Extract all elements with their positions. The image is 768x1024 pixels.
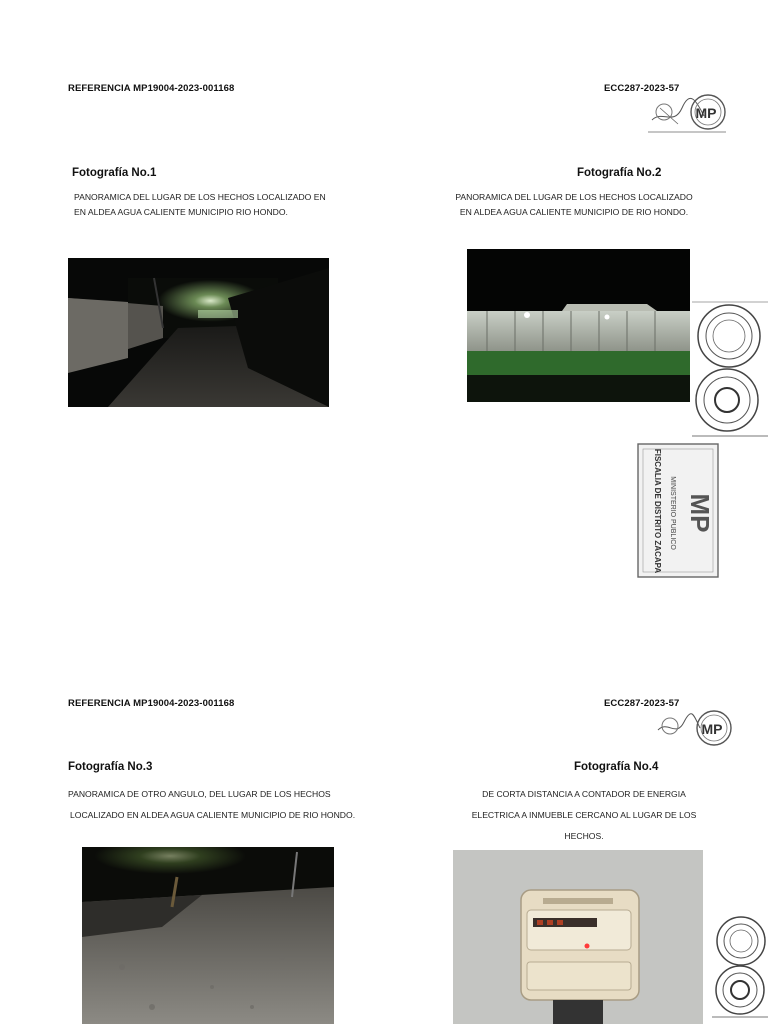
- svg-text:MP: MP: [695, 105, 717, 121]
- photo-caption-1: [74, 190, 326, 219]
- mp-seal-stamp: [648, 90, 726, 134]
- photo-4-electric-meter: [453, 850, 703, 1024]
- svg-text:FISCALIA DE DISTRITO ZACAPA: FISCALIA DE DISTRITO ZACAPA: [653, 448, 662, 574]
- photo-1-night-street: [68, 258, 329, 407]
- fiscalia-stamp: [637, 443, 719, 578]
- caption-line: PANORAMICA DE OTRO ANGULO, DEL LUGAR DE LOS HECHOS: [68, 789, 331, 799]
- caption-line: LOCALIZADO EN ALDEA AGUA CALIENTE MUNICIPIO DE RIO HONDO.: [70, 810, 356, 820]
- caption-line: EN ALDEA AGUA CALIENTE MUNICIPIO DE RIO HONDO.: [459, 206, 689, 217]
- caption-line: ELECTRICA A INMUEBLE CERCANO AL LUGAR DE LOS: [471, 810, 697, 820]
- round-seals-stamp: [692, 300, 768, 438]
- photo-title-4: Fotografía No.4: [574, 761, 659, 773]
- caption-line: DE CORTA DISTANCIA A CONTADOR DE ENERGIA: [482, 789, 686, 799]
- photo-title-3: Fotografía No.3: [68, 761, 153, 773]
- caption-line: EN ALDEA AGUA CALIENTE MUNICIPIO RIO HONDO.: [74, 206, 288, 217]
- reference-number: REFERENCIA MP19004-2023-001168: [68, 698, 235, 709]
- photo-3-dirt-ground: [82, 847, 334, 1024]
- photo-title-2: Fotografía No.2: [577, 167, 662, 179]
- reference-number: REFERENCIA MP19004-2023-001168: [68, 83, 235, 94]
- photo-caption-3: [68, 784, 355, 826]
- caption-line: PANORAMICA DEL LUGAR DE LOS HECHOS LOCALIZADO EN: [74, 192, 326, 202]
- svg-text:MP: MP: [685, 493, 715, 533]
- svg-text:MP: MP: [701, 721, 723, 737]
- caption-line: HECHOS.: [564, 831, 604, 841]
- photo-title-1: Fotografía No.1: [72, 167, 157, 179]
- photo-caption-4: [460, 784, 708, 847]
- case-code: ECC287-2023-57: [604, 83, 680, 94]
- svg-text:MINISTERIO PUBLICO: MINISTERIO PUBLICO: [669, 476, 676, 550]
- photo-caption-2: [453, 190, 695, 219]
- case-code: ECC287-2023-57: [604, 698, 680, 709]
- round-seals-stamp: [712, 914, 768, 1020]
- mp-seal-stamp: [654, 706, 732, 750]
- caption-line: PANORAMICA DEL LUGAR DE LOS HECHOS LOCALIZADO: [455, 192, 693, 202]
- photo-2-night-fence: [467, 249, 690, 402]
